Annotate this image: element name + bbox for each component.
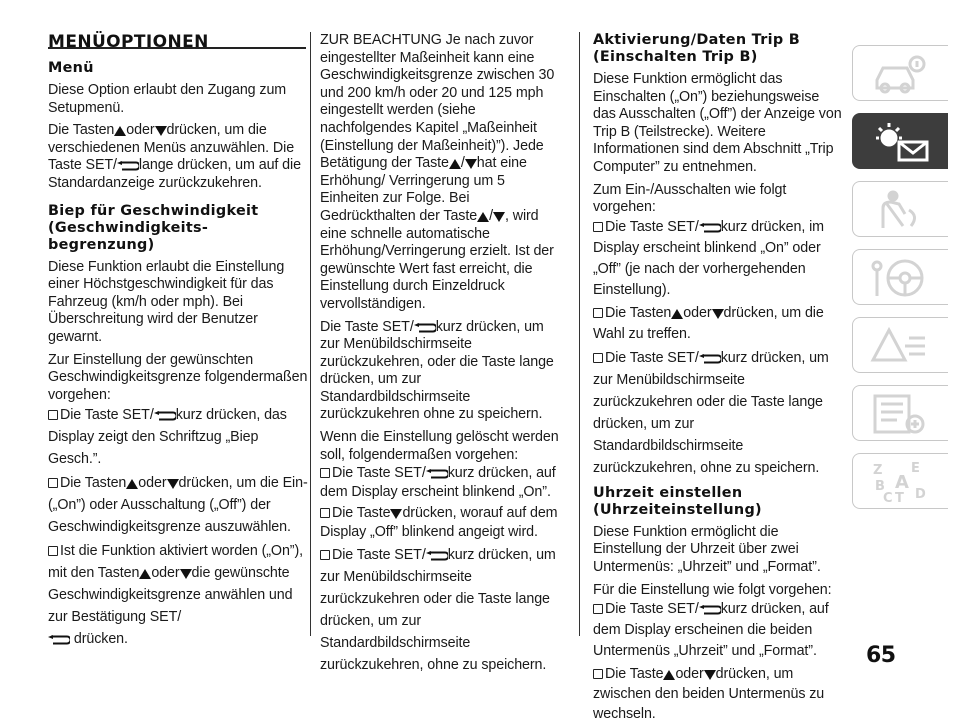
section-heading-menu: Menü: [48, 60, 94, 76]
list-item: Die Tasten oder drücken, um die Wahl zu treffen.: [593, 304, 824, 342]
down-arrow-icon: [704, 670, 716, 680]
section-heading-beep: Biep für Geschwindigkeit (Geschwindigkeits-begrenzung): [48, 202, 259, 253]
paragraph: Zur Einstellung der gewünschten Geschwindigkeitsgrenze folgendermaßen vorgehen:: [48, 351, 308, 403]
down-arrow-icon: [493, 212, 505, 222]
section-heading-trip-b: Aktivierung/Daten Trip B (Einschalten Trip B): [593, 32, 801, 65]
bullet-box-icon: [593, 308, 603, 318]
list-item: Die Taste SET/ kurz drücken, um zur Menübildschirmseite zurückzukehren oder die Taste lange drücken, um zur Standardbildschirmseite zurückzukehren, ohne zu speichern.: [320, 547, 556, 674]
down-arrow-icon: [180, 569, 192, 579]
paragraph: Diese Option erlaubt den Zugang zum Setupmenü.: [48, 82, 287, 116]
up-arrow-icon: [126, 479, 138, 489]
tab-warning[interactable]: [852, 317, 948, 373]
paragraph: Die Tasten oder drücken, um die verschiedenen Menüs anzuwählen. Die Taste SET/ lange drücken, um auf die Standardanzeige zurückzukehren.: [48, 122, 301, 191]
up-arrow-icon: [663, 670, 675, 680]
index-letter: T: [895, 491, 904, 506]
list-item: Die Taste SET/ kurz drücken, das Display zeigt den Schriftzug „Biep Gesch.”.: [48, 407, 287, 468]
index-letter: A: [895, 472, 909, 493]
up-arrow-icon: [114, 126, 126, 136]
airbag-seat-icon: [869, 188, 929, 232]
bullet-box-icon: [48, 410, 58, 420]
paragraph: ZUR BEACHTUNG Je nach zuvor eingestellter Maßeinheit kann eine Geschwindigkeitsgrenze zwischen 30 und 200 km/h oder 20 und 125 mph eingestellt werden (siehe nachfolgendes Kapitel „Maßeinheit (Einstellung der Maßeinheit)”). Jede Betätigung der Taste / hat eine Erhöhung/ Verringerung um 5 Einheiten zur Folge. Bei Gedrückthalten der Taste / , wird eine schnelle automatische Erhöhung/Verringerung erzielt. Ist der gewünschte Wert fast erreicht, die Einstellung durch Einzeldruck vervollständigen.: [320, 32, 555, 312]
up-arrow-icon: [671, 309, 683, 319]
paragraph: Für die Einstellung wie folgt vorgehen:: [593, 581, 832, 598]
dashboard-lights-icon: [869, 120, 929, 164]
up-arrow-icon: [449, 159, 461, 169]
up-arrow-icon: [477, 212, 489, 222]
list-item: Die Taste drücken, worauf auf dem Display „Off” blinkend angeigt wird.: [320, 505, 558, 541]
paragraph: Wenn die Einstellung gelöscht werden soll, folgendermaßen vorgehen:: [320, 429, 559, 463]
bullet-box-icon: [593, 669, 603, 679]
bullet-box-icon: [593, 353, 603, 363]
chapter-tabs: [852, 45, 948, 521]
down-arrow-icon: [167, 479, 179, 489]
return-icon: [426, 551, 448, 561]
section-heading-clock: Uhrzeit einstellen (Uhrzeiteinstellung): [593, 484, 762, 518]
column-1: [48, 32, 308, 652]
return-icon: [699, 223, 721, 233]
bullet-box-icon: [48, 478, 58, 488]
list-item: Die Taste SET/ kurz drücken, auf dem Display erscheint blinkend „On”.: [320, 465, 556, 501]
bullet-box-icon: [593, 604, 603, 614]
warning-triangle-icon: [869, 324, 929, 368]
column-divider: [579, 32, 580, 636]
index-letter: E: [911, 461, 920, 476]
return-icon: [48, 635, 70, 645]
list-item: Die Taste SET/ kurz drücken, auf dem Display erscheinen die beiden Untermenüs „Uhrzeit” und „Format”.: [593, 601, 829, 660]
tab-airbag-seat[interactable]: [852, 181, 948, 237]
up-arrow-icon: [139, 569, 151, 579]
column-3: [593, 32, 845, 726]
paragraph: Zum Ein-/Ausschalten wie folgt vorgehen:: [593, 181, 787, 216]
tab-index[interactable]: [852, 453, 948, 509]
paragraph: Diese Funktion ermöglicht die Einstellung der Uhrzeit über zwei Untermenüs: „Uhrzeit” und „Format”.: [593, 523, 821, 575]
list-item: Die Taste SET/ kurz drücken, um zur Menübildschirmseite zurückzukehren oder die Taste lange drücken, um zur Standardbildschirmseite zurückzukehren, ohne zu speichern.: [593, 349, 829, 476]
paragraph: Diese Funktion ermöglicht das Einschalten („On”) beziehungsweise das Ausschalten („Off”) der Anzeige von Trip B (Teilstrecke). Weitere Informationen sind dem Abschnitt „Trip Computer” zu entnehmen.: [593, 71, 842, 175]
page-number: 65: [866, 643, 896, 668]
paragraph: Diese Funktion erlaubt die Einstellung einer Höchstgeschwindigkeit für das Fahrzeug (km/h oder mph). Bei Überschreitung wird der Benutzer gewarnt.: [48, 258, 285, 345]
tab-dashboard-lights[interactable]: [852, 113, 948, 169]
bullet-box-icon: [593, 222, 603, 232]
steering-tools-icon: [869, 256, 929, 300]
tab-car-info[interactable]: [852, 45, 948, 101]
list-item: Die Tasten oder drücken, um die Ein- („On”) oder Ausschaltung („Off”) der Geschwindigkeitsgrenze auszuwählen.: [48, 475, 308, 536]
index-letters-icon: [869, 460, 929, 504]
down-arrow-icon: [712, 309, 724, 319]
bullet-box-icon: [320, 508, 330, 518]
down-arrow-icon: [155, 126, 167, 136]
return-icon: [426, 469, 448, 479]
paragraph: Die Taste SET/ kurz drücken, um zur Menübildschirmseite zurückzukehren, oder die Taste lange drücken, um zur Standardbildschirmseite zurückzukehren ohne zu speichern.: [320, 318, 554, 423]
index-letter: C: [883, 491, 893, 506]
bullet-box-icon: [320, 468, 330, 478]
index-letter: D: [915, 487, 926, 502]
return-icon: [414, 323, 436, 333]
down-arrow-icon: [390, 509, 402, 519]
tab-steering-tools[interactable]: [852, 249, 948, 305]
column-2: [320, 32, 560, 678]
column-divider: [310, 32, 311, 636]
bullet-box-icon: [48, 546, 58, 556]
list-item: Die Taste oder drücken, um zwischen den beiden Untermenüs zu wechseln.: [593, 666, 825, 723]
page-title: MENÜOPTIONEN: [48, 32, 209, 52]
return-icon: [154, 411, 176, 421]
return-icon: [117, 161, 139, 171]
list-item: Die Taste SET/ kurz drücken, im Display erscheint blinkend „On” oder „Off” (je nach der vorhergehenden Einstellung).: [593, 218, 824, 298]
tab-maintenance[interactable]: [852, 385, 948, 441]
list-item: Ist die Funktion aktiviert worden („On”), mit den Tasten oder die gewünschte Geschwindigkeitsgrenze anwählen und zur Bestätigung SET/ drücken.: [48, 543, 304, 648]
return-icon: [699, 354, 721, 364]
index-letter: B: [875, 479, 885, 494]
car-info-icon: [869, 52, 929, 96]
return-icon: [699, 605, 721, 615]
index-letter: Z: [873, 463, 883, 478]
maintenance-checklist-icon: [869, 392, 929, 436]
down-arrow-icon: [465, 159, 477, 169]
bullet-box-icon: [320, 550, 330, 560]
